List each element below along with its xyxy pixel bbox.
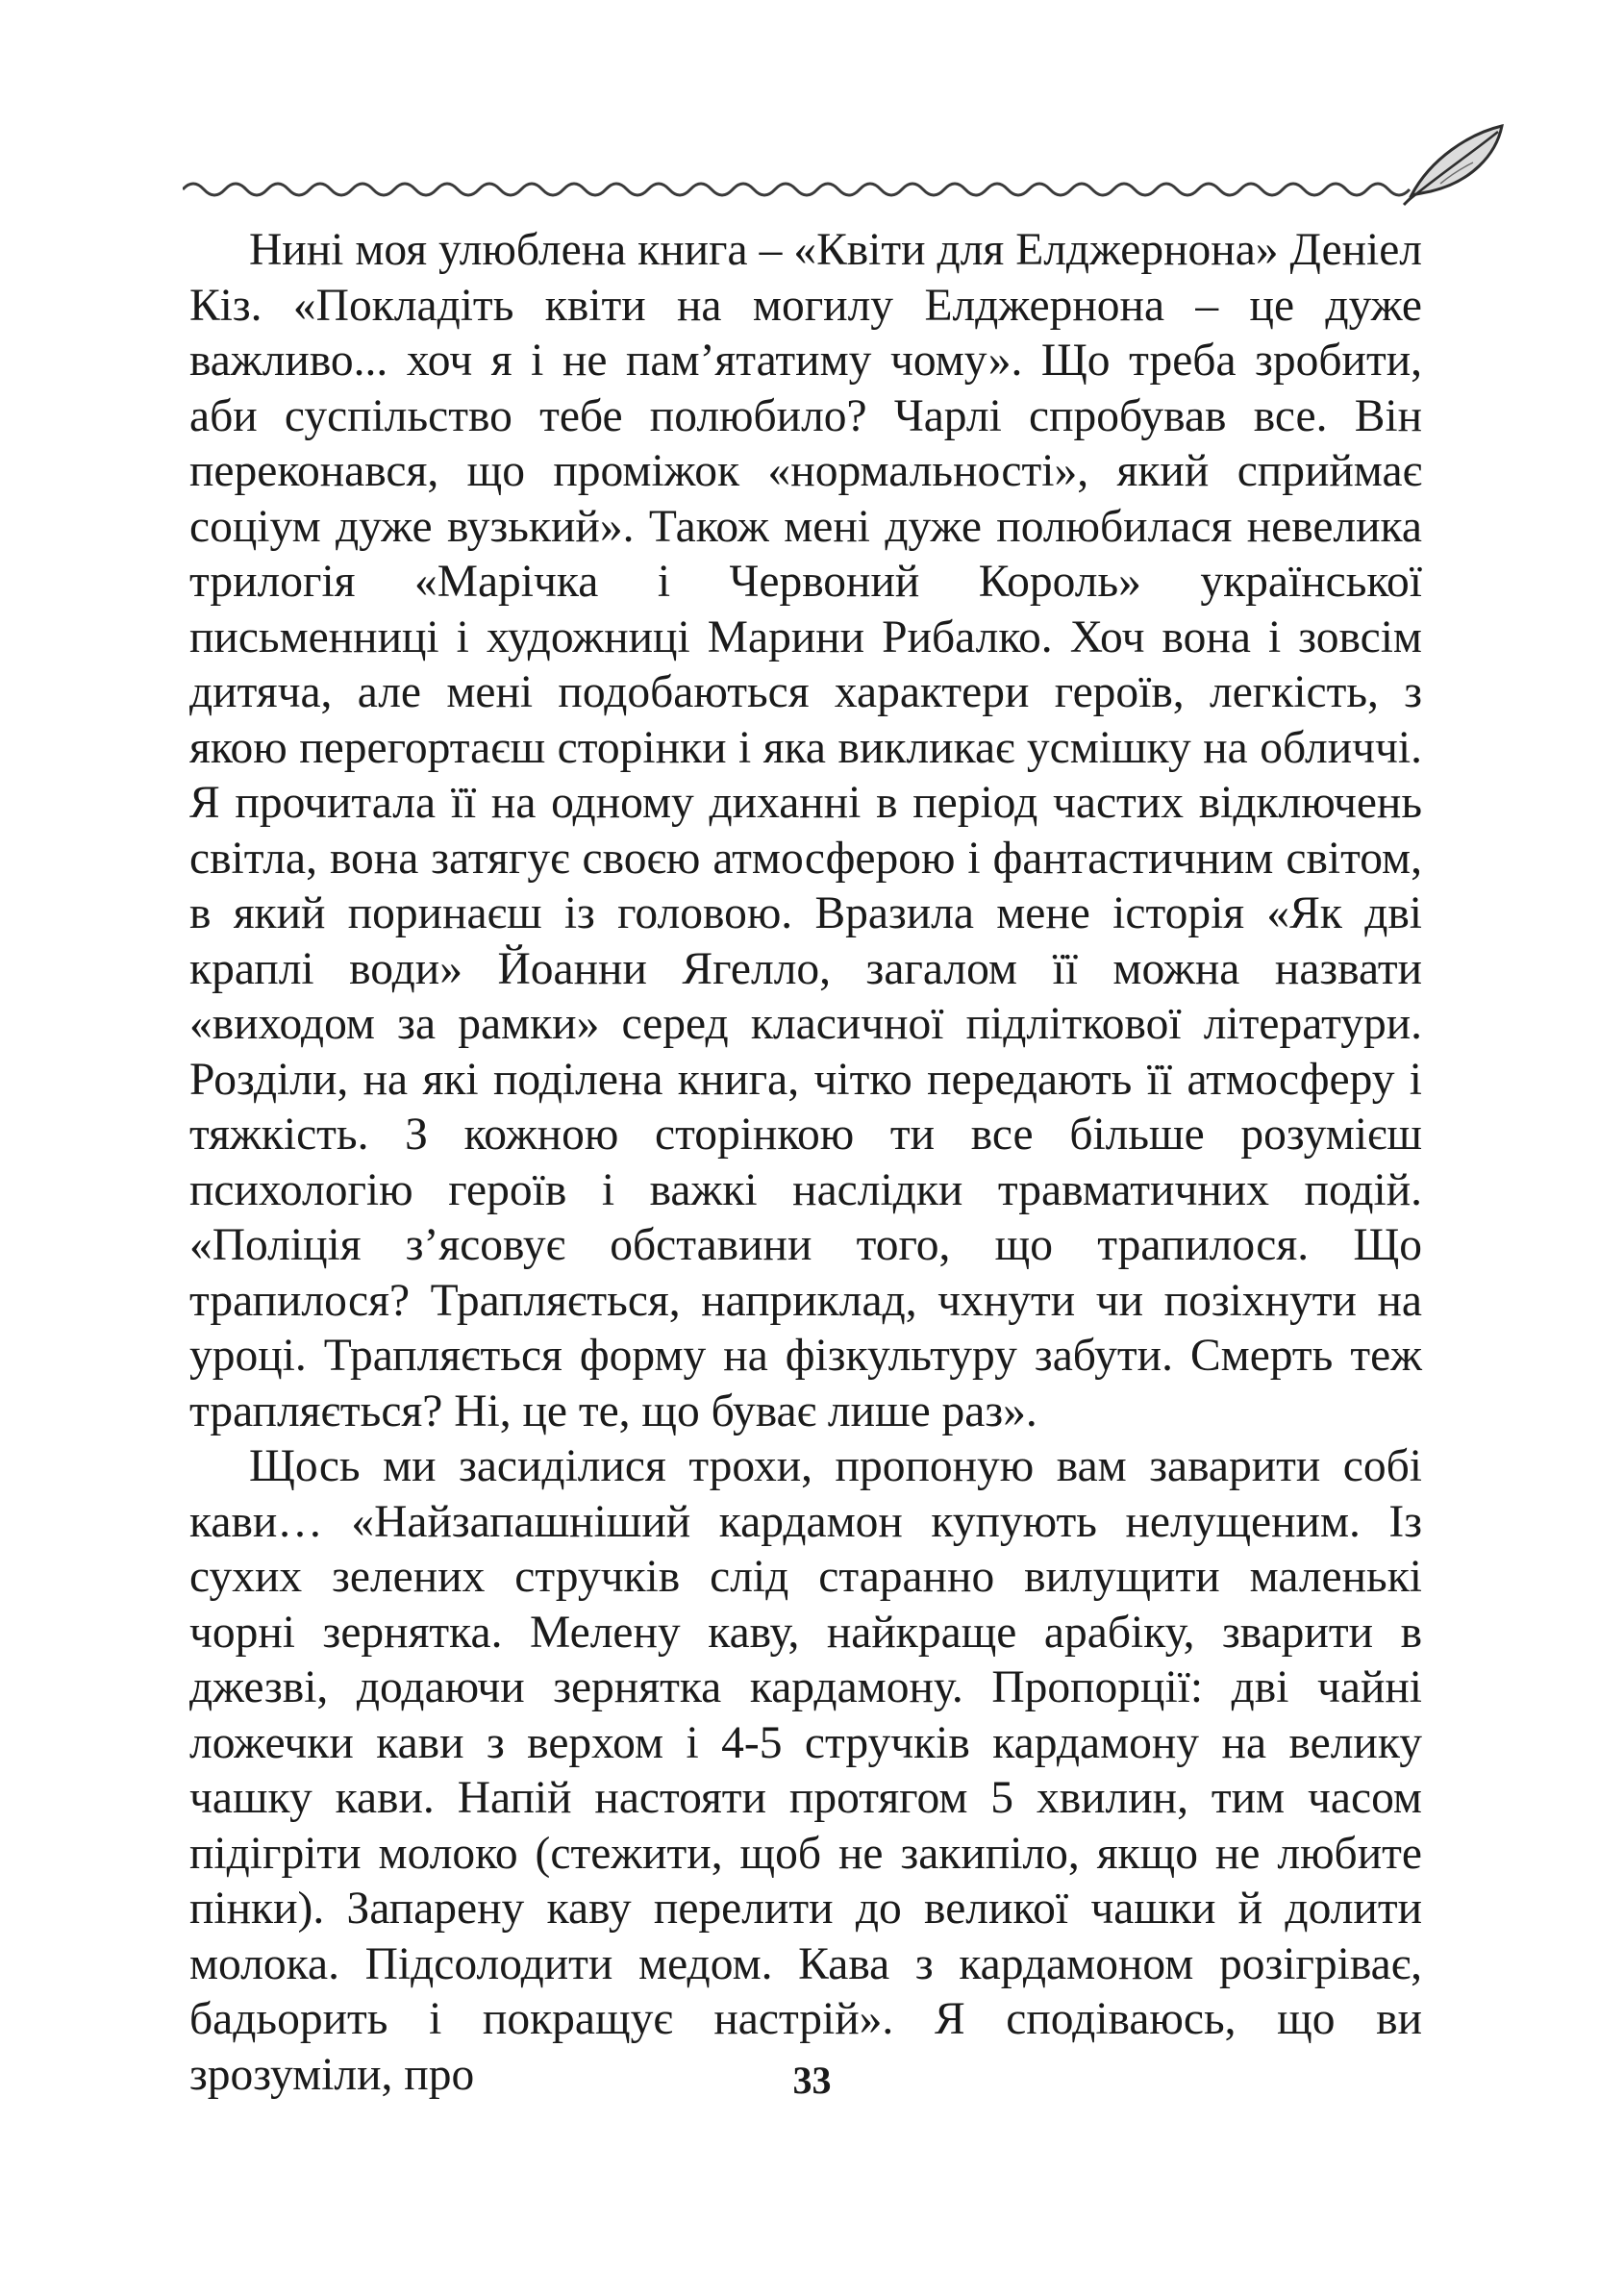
paragraph: Щось ми засиділися трохи, пропоную вам заварити собі кави… «Найзапашніший кардамон купують нелущеним. Із сухих зелених стручків слід старанно вилущити маленькі чорні зернятка. Мелену каву, найкраще арабіку, зварити в джезві, додаючи зернятка кардамону. Пропорції: дві чайні ложечки кави з верхом і 4-5 стручків кардамону на велику чашку кави. Напій настояти протягом 5 хвилин, тим часом підігріти молоко (стежити, щоб не закипіло, якщо не любите пінки). Запарену каву перелити до великої чашки й долити молока. Підсолодити медом. Кава з кардамоном розігріває, бадьорить і покращує настрій». Я сподіваюсь, що ви зрозуміли, про (189, 1441, 1422, 2100)
body-text (189, 223, 1422, 2103)
feather-icon (1404, 126, 1502, 205)
header-ornament (183, 111, 1510, 216)
wavy-rule (183, 184, 1410, 195)
paragraph: Нині моя улюблена книга – «Квіти для Елджернона» Деніел Кіз. «Покладіть квіти на могилу Елджернона – це дуже важливо... хоч я і не пам’ятатиму чому». Що треба зробити, аби суспільство тебе полюбило? Чарлі спробував все. Він переконався, що проміжок «нормальності», який сприймає соціум дуже вузький». Також мені дуже полюбилася невелика трилогія «Марічка і Червоний Король» української письменниці і художниці Марини Рибалко. Хоч вона і зовсім дитяча, але мені подобаються характери героїв, легкість, з якою перегортаєш сторінки і яка викликає усмішку на обличчі. Я прочитала її на одному диханні в період частих відключень світла, вона затягує своєю атмосферою і фантастичним світом, в який поринаєш із головою. Вразила мене історія «Як дві краплі води» Йоанни Ягелло, загалом її можна назвати «виходом за рамки» серед класичної підліткової літератури. Розділи, на які поділена книга, чітко передають її атмосферу і тяжкість. З кожною сторінкою ти все більше розумієш психологію героїв і важкі наслідки травматичних подій. «Поліція з’ясовує обставини того, що трапилося. Що трапилося? Трапляється, наприклад, чхнути чи позіхнути на уроці. Трапляється форму на фізкультуру забути. Смерть теж трапляється? Ні, це те, що буває лише раз». (189, 225, 1422, 1436)
page-number: 33 (792, 2059, 832, 2102)
